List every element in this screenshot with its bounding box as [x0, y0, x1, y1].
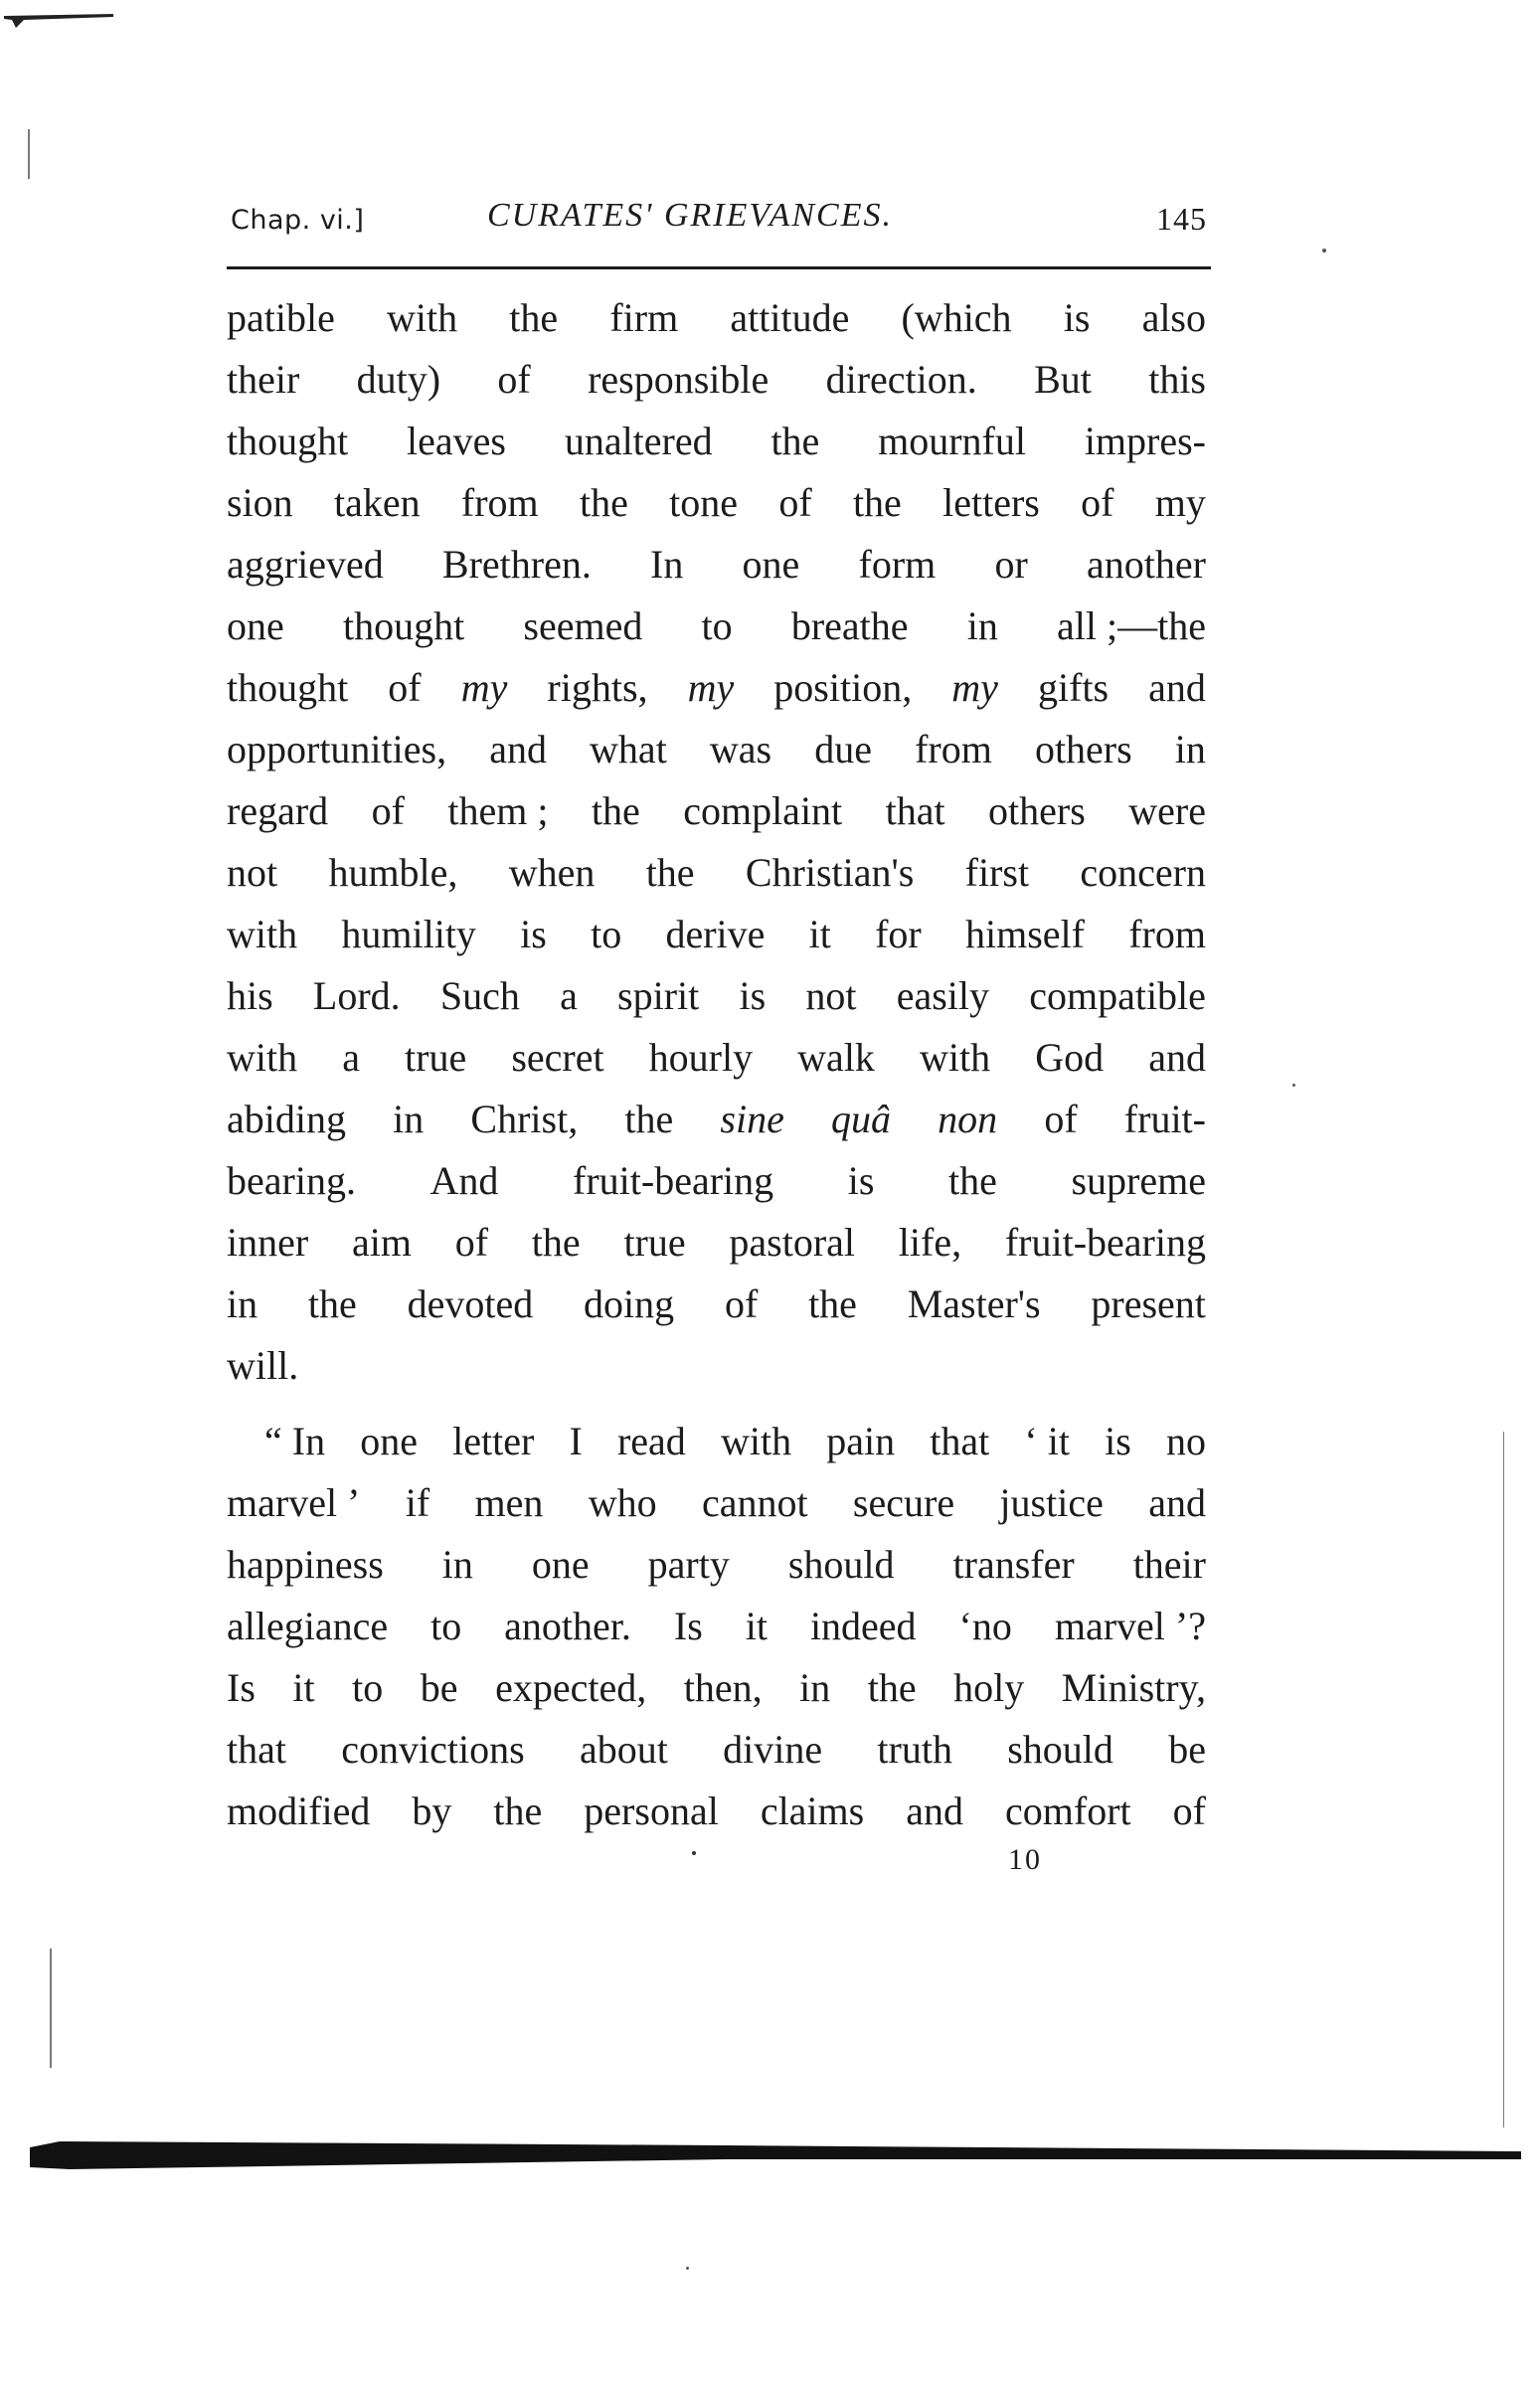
scan-edge-left-top	[28, 129, 30, 179]
word: firm	[609, 295, 679, 340]
text-line	[227, 1664, 1206, 1726]
text-line	[227, 1726, 1206, 1788]
word: leaves	[407, 419, 506, 463]
word: to	[352, 1665, 384, 1710]
word: or	[994, 542, 1028, 587]
word: should	[787, 1542, 895, 1587]
word: tone	[669, 480, 739, 525]
word: of	[1044, 1097, 1078, 1141]
word: pastoral	[729, 1220, 856, 1265]
printer-dot	[692, 1851, 696, 1855]
word: Is	[227, 1665, 256, 1710]
word: them ;	[447, 788, 549, 833]
word: comfort	[1005, 1788, 1131, 1833]
text-line	[227, 1342, 1206, 1404]
word: the	[852, 480, 902, 525]
word: of	[388, 665, 422, 710]
word: fruit-bearing	[1004, 1220, 1206, 1265]
word: life,	[898, 1220, 962, 1265]
word: Ministry,	[1061, 1665, 1206, 1710]
word: cannot	[701, 1480, 808, 1525]
word: in	[441, 1542, 473, 1587]
word: personal	[584, 1788, 719, 1833]
word: aggrieved	[227, 542, 384, 587]
word: from	[915, 727, 992, 771]
word: sion	[227, 480, 293, 525]
word: Brethren.	[441, 542, 592, 587]
word: another.	[504, 1604, 631, 1648]
word: the	[947, 1158, 997, 1203]
word: my	[460, 665, 508, 710]
word: supreme	[1071, 1158, 1206, 1203]
word: And	[429, 1158, 499, 1203]
word: himself	[964, 912, 1085, 956]
word: marvel ’	[227, 1480, 361, 1525]
word: concern	[1080, 850, 1206, 895]
word: to	[430, 1604, 462, 1648]
text-line	[227, 849, 1206, 911]
word: divine	[723, 1727, 823, 1772]
text-line	[227, 1034, 1206, 1096]
word: that	[227, 1727, 286, 1772]
word: I	[569, 1419, 583, 1463]
word: the	[645, 850, 695, 895]
word: is	[1063, 295, 1091, 340]
word: true	[405, 1035, 467, 1080]
word: and	[1148, 1035, 1206, 1080]
word: from	[1128, 912, 1206, 956]
word: one	[742, 542, 800, 587]
word: and	[906, 1788, 963, 1833]
word: breathe	[790, 603, 909, 648]
word: my	[951, 665, 998, 710]
word: secret	[511, 1035, 604, 1080]
word: form	[858, 542, 937, 587]
text-line	[227, 1418, 1206, 1479]
word: secure	[852, 1480, 955, 1525]
word: humility	[341, 912, 476, 956]
word: thought	[227, 665, 349, 710]
word: marvel ’?	[1054, 1604, 1206, 1648]
text-line	[227, 664, 1206, 726]
word: truth	[877, 1727, 952, 1772]
signature-mark: 10	[1008, 1843, 1042, 1876]
word: and	[489, 727, 547, 771]
word: devoted	[407, 1281, 534, 1326]
word: unaltered	[564, 419, 713, 463]
word: present	[1091, 1281, 1206, 1326]
word: doing	[584, 1281, 675, 1326]
word: Lord.	[312, 973, 401, 1018]
word: Such	[439, 973, 520, 1018]
page-number: 145	[1156, 201, 1207, 237]
scan-speck	[1322, 249, 1326, 253]
word: to	[591, 912, 622, 956]
word: taken	[333, 480, 421, 525]
word: the	[591, 788, 640, 833]
text-line	[227, 1788, 1206, 1849]
word: one	[531, 1542, 590, 1587]
word: no	[1165, 1419, 1206, 1463]
word: is	[1105, 1419, 1131, 1463]
word: fruit-	[1123, 1097, 1206, 1141]
word: and	[1148, 665, 1206, 710]
word: convictions	[341, 1727, 525, 1772]
word: thought	[342, 603, 465, 648]
word: in	[227, 1281, 258, 1326]
word: seemed	[523, 603, 643, 648]
word: complaint	[683, 788, 843, 833]
word: this	[1148, 357, 1206, 402]
word: should	[1007, 1727, 1113, 1772]
word: compatible	[1029, 973, 1206, 1018]
word: mournful	[878, 419, 1026, 463]
word: patible	[227, 295, 335, 340]
word: then,	[683, 1665, 763, 1710]
word: about	[579, 1727, 668, 1772]
word: will.	[227, 1343, 299, 1388]
word: the	[808, 1281, 857, 1326]
word: position,	[773, 665, 913, 710]
word: men	[474, 1480, 544, 1525]
word: holy	[953, 1665, 1025, 1710]
word: of	[778, 480, 812, 525]
text-line	[227, 356, 1206, 418]
word: derive	[665, 912, 766, 956]
word: others	[988, 788, 1086, 833]
word: true	[623, 1220, 686, 1265]
word: was	[709, 727, 772, 771]
word: my	[1154, 480, 1206, 525]
text-line	[227, 1280, 1206, 1342]
scan-speck	[686, 2267, 689, 2270]
text-line	[227, 1603, 1206, 1664]
text-line	[227, 726, 1206, 787]
word: of	[1081, 480, 1114, 525]
word: the	[579, 480, 628, 525]
word: letter	[452, 1419, 535, 1463]
word: gifts	[1037, 665, 1110, 710]
word: it	[745, 1604, 768, 1648]
scan-speck	[1292, 1084, 1295, 1087]
word: another	[1086, 542, 1206, 587]
word: of	[454, 1220, 489, 1265]
running-title: CURATES' GRIEVANCES.	[487, 197, 894, 234]
word: with	[227, 1035, 298, 1080]
text-line	[227, 972, 1206, 1034]
word: Master's	[907, 1281, 1041, 1326]
word: my	[687, 665, 735, 710]
word: is	[520, 912, 547, 956]
word: what	[590, 727, 667, 771]
word: attitude	[730, 295, 850, 340]
word: ‘ it	[1024, 1419, 1070, 1463]
word: in	[393, 1097, 425, 1141]
word: their	[1132, 1542, 1206, 1587]
word: others	[1034, 727, 1132, 771]
running-head	[227, 195, 1211, 255]
word: it	[292, 1665, 315, 1710]
word: of	[497, 357, 531, 402]
word: expected,	[495, 1665, 647, 1710]
word: duty)	[356, 357, 441, 402]
word: is	[847, 1158, 875, 1203]
word: in	[799, 1665, 831, 1710]
word: be	[420, 1665, 458, 1710]
word: one	[227, 603, 284, 648]
word: and	[1148, 1480, 1206, 1525]
word: indeed	[809, 1604, 917, 1648]
word: aim	[351, 1220, 412, 1265]
word: from	[460, 480, 539, 525]
word: with	[720, 1419, 792, 1463]
word: a	[560, 973, 578, 1018]
word: impres-	[1084, 419, 1206, 463]
word: with	[920, 1035, 991, 1080]
word: Christ,	[470, 1097, 579, 1141]
text-line	[227, 294, 1206, 356]
word: modified	[227, 1788, 371, 1833]
word: opportunities,	[227, 727, 447, 771]
word: that	[930, 1419, 990, 1463]
word: responsible	[588, 357, 770, 402]
word: be	[1168, 1727, 1206, 1772]
scan-edge-left-bottom	[50, 1949, 52, 2068]
word: the	[493, 1788, 543, 1833]
word: Christian's	[745, 850, 915, 895]
word: by	[412, 1788, 452, 1833]
word: easily	[896, 973, 989, 1018]
word: Is	[673, 1604, 703, 1648]
word: transfer	[952, 1542, 1075, 1587]
word: with	[387, 295, 458, 340]
word: regard	[227, 788, 329, 833]
word: to	[701, 603, 733, 648]
text-line	[227, 1219, 1206, 1280]
word: sine	[720, 1097, 784, 1141]
word: his	[227, 973, 273, 1018]
word: In	[650, 542, 684, 587]
word: in	[966, 603, 998, 648]
word: abiding	[227, 1097, 346, 1141]
scan-edge-right	[1503, 1432, 1504, 2128]
word: of	[1172, 1788, 1206, 1833]
word: the	[624, 1097, 674, 1141]
word: non	[938, 1097, 998, 1141]
word: inner	[227, 1220, 309, 1265]
word: the	[307, 1281, 357, 1326]
word: walk	[797, 1035, 875, 1080]
word: not	[805, 973, 857, 1018]
header-rule	[227, 266, 1211, 269]
word: that	[885, 788, 945, 833]
text-line	[227, 602, 1206, 664]
scan-corner-mark-icon	[4, 14, 113, 30]
text-line	[227, 418, 1206, 479]
word: But	[1034, 357, 1092, 402]
word: also	[1141, 295, 1206, 340]
word: letters	[942, 480, 1040, 525]
word: happiness	[227, 1542, 384, 1587]
word: all ;—the	[1057, 603, 1206, 648]
word: it	[808, 912, 831, 956]
word: of	[371, 788, 405, 833]
word: humble,	[328, 850, 458, 895]
word: the	[770, 419, 820, 463]
word: rights,	[547, 665, 648, 710]
word: God	[1035, 1035, 1105, 1080]
word: party	[647, 1542, 730, 1587]
word: spirit	[617, 973, 700, 1018]
chapter-reference: Chap. vi.]	[231, 205, 365, 236]
body-text	[227, 294, 1206, 1849]
word: with	[227, 912, 298, 956]
word: read	[616, 1419, 686, 1463]
word: not	[227, 850, 278, 895]
word: is	[739, 973, 767, 1018]
word: quâ	[831, 1097, 891, 1141]
text-line	[227, 479, 1206, 541]
word: justice	[999, 1480, 1104, 1525]
word: the	[509, 295, 559, 340]
word: first	[964, 850, 1030, 895]
text-line	[227, 1541, 1206, 1603]
word: a	[342, 1035, 360, 1080]
text-line	[227, 1479, 1206, 1541]
word: were	[1128, 788, 1206, 833]
word: hourly	[648, 1035, 754, 1080]
text-line	[227, 1096, 1206, 1157]
word: ‘no	[958, 1604, 1012, 1648]
text-line	[227, 541, 1206, 602]
word: in	[1174, 727, 1206, 771]
word: due	[814, 727, 872, 771]
word: who	[588, 1480, 657, 1525]
word: their	[227, 357, 300, 402]
word: for	[875, 912, 922, 956]
text-line	[227, 787, 1206, 849]
paragraph-gap	[227, 1404, 1206, 1418]
word: of	[724, 1281, 759, 1326]
word: claims	[760, 1788, 865, 1833]
text-line	[227, 911, 1206, 972]
word: fruit-bearing	[573, 1158, 774, 1203]
word: one	[360, 1419, 418, 1463]
text-line	[227, 1157, 1206, 1219]
word: allegiance	[227, 1604, 389, 1648]
word: bearing.	[227, 1158, 356, 1203]
word: if	[405, 1480, 430, 1525]
word: the	[531, 1220, 581, 1265]
word: the	[867, 1665, 917, 1710]
scan-bottom-shadow-bar	[30, 2137, 1521, 2173]
word: “ In	[264, 1419, 326, 1463]
word: thought	[227, 419, 349, 463]
word: when	[508, 850, 596, 895]
word: pain	[826, 1419, 896, 1463]
word: direction.	[825, 357, 977, 402]
word: (which	[901, 295, 1012, 340]
